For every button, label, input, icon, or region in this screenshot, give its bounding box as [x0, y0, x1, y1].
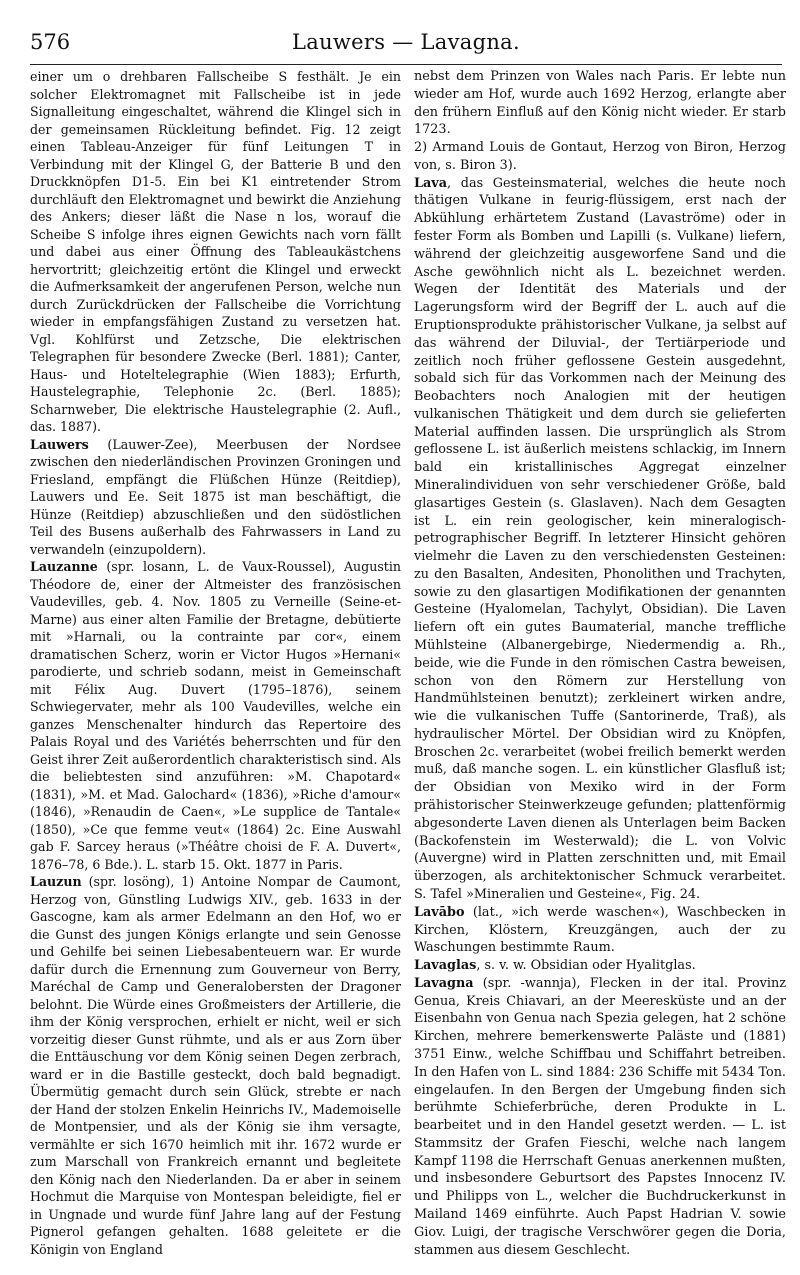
entry-text: einer um o drehbaren Fallscheibe S festhält. Je ein solcher Elektromagnet mit Fallscheibe ist in jede Signalleitung eingeschaltet, während die Klingel sich in der gemeinsamen Rückleitung befindet. Fig. 12 zeigt einen Tableau-Anzeiger für fünf Leitungen T in Verbindung mit der Klingel G, der Batterie B und den Druckknöpfen D1-5. Ein bei K1 eintretender Strom durchläuft den Elektromagnet und bewirkt die Anziehung des Ankers; dieser läßt die Nase n los, worauf die Scheibe S infolge ihres eignen Gewichts nach vorn fällt und dabei aus einer Öffnung des Tableaukästchens hervortritt; gleichzeitig ertönt die Klingel und erweckt die Aufmerksamkeit der angerufenen Person, welche nun durch Zurückdrücken der Fallscheibe die Vorrichtung wieder in empfangsfähigen Zustand zu versetzen hat. Vgl. Kohlfürst und Zetzsche, Die elektrischen Telegraphen für besondere Zwecke (Berl. 1881); Canter, Haus- und Hoteltelegraphie (Wien 1883); Erfurth, Haustelegraphie, Telephonie 2c. (Berl. 1885); Scharnweber, Die elektrische Haustelegraphie (2. Aufl., das. 1887).	[30, 69, 401, 434]
entry-lavabo	[414, 904, 786, 957]
left-column	[30, 68, 401, 1258]
right-column	[414, 68, 786, 1259]
entry-headword: Lauzun	[30, 874, 82, 889]
entry-lavaglas	[414, 957, 786, 975]
entry-headword: Lavaglas	[414, 958, 477, 974]
entry-continuation	[414, 68, 786, 139]
entry-headword: Lavagna	[414, 975, 474, 991]
entry-headword: Lauwers	[30, 436, 89, 452]
entry-lauzun	[30, 873, 401, 1258]
entry-lauzanne	[30, 558, 401, 873]
entry-text: (spr. losöng), 1) Antoine Nompar de Caumont, Herzog von, Günstling Ludwigs XIV., geb. 1633 in der Gascogne, kam als armer Edelmann an den Hof, wo er die Gunst des jungen Königs erlangte und sein Genosse und Gehilfe bei seinen Liebesabenteuern war. Er wurde dafür durch die Ernennung zum Gouverneur von Berry, Maréchal de Camp und Generalobersten der Dragoner belohnt. Die Würde eines Großmeisters der Artillerie, die ihm der König versprochen, erhielt er nicht, weil er sich vorzeitig dieser Gunst rühmte, und als er aus Zorn über die Enttäuschung vor dem König seinen Degen zerbrach, ward er in die Bastille gesteckt, doch bald begnadigt. Übermütig gemacht durch sein Glück, strebte er nach der Hand der stolzen Enkelin Heinrichs IV., Mademoiselle de Montpensier, und als der König sie ihm versagte, vermählte er sich 1670 heimlich mit ihr. 1672 wurde er zum Marschall von Frankreich ernannt und begleitete den König nach den Niederlanden. Da er aber in seinem Hochmut die Marquise von Montespan beleidigte, fiel er in Ungnade und wurde fünf Jahre lang auf der Festung Pignerol gefangen gehalten. 1688 geleitete er die Königin von England	[30, 874, 401, 1257]
entry-lauzun-2	[414, 139, 786, 175]
entry-text: (Lauwer-Zee), Meerbusen der Nordsee zwischen den niederländischen Provinzen Groningen und Friesland, empfängt die Flüßchen Hünze (Reitdiep), Lauwers und Ee. Seit 1875 ist man beschäftigt, die Hünze (Reitdiep) abzuschließen und den südöstlichen Teil des Busens außerhalb des Fahrwassers in Land zu verwandeln (einzupoldern).	[30, 436, 401, 557]
entry-headword: Lavābo	[414, 904, 465, 920]
entry-text: , das Gesteinsmaterial, welches die heute noch thätigen Vulkane in feurig-flüssigem, erst nach der Abkühlung erhärtetem Zustand (Lavaströme) oder in fester Form als Bomben und Lapilli (s. Vulkane) liefern, während der gleichzeitig ausgeworfene Sand und die Asche gewöhnlich nicht als L. bezeichnet werden. Wegen der Identität des Materials und der Lagerungsform wird der Begriff der L. auch auf die Eruptionsprodukte prähistorischer Vulkane, ja selbst auf das während der Diluvial-, der Tertiärperiode und zeitlich noch früher geflossene Gestein ausgedehnt, sobald sich für das Vorkommen nach der Meinung des Beobachters noch Analogien mit der heutigen vulkanischen Thätigkeit und dem durch sie gelieferten Material auffinden lassen. Die ursprünglich als Strom geflossene L. ist äußerlich meistens schlackig, im Innern bald ein kristallinisches Aggregat einzelner Mineralindividuen von sehr verschiedener Größe, bald glasartiges Gestein (s. Glaslaven). Nach dem Gesagten ist L. ein rein geologischer, kein mineralogisch-petrographischer Begriff. In letzterer Hinsicht gehören vielmehr die Laven zu den verschiedensten Gesteinen: zu den Basalten, Andesiten, Phonolithen und Trachyten, sowie zu den glasartigen Modifikationen der genannten Gesteine (Hyalomelan, Tachylyt, Obsidian). Die Laven liefern oft ein gutes Baumaterial, manche treffliche Mühlsteine (Albanergebirge, Niedermendig a. Rh., beide, wie die Funde in den römischen Castra beweisen, schon von den Römern zur Herstellung von Handmühlsteinen benutzt); zerkleinert wirken andre, wie die vulkanischen Tuffe (Santorinerde, Traß), als hydraulischer Mörtel. Der Obsidian wird zu Knöpfen, Broschen 2c. verarbeitet (wobei freilich bemerkt werden muß, daß manche sogen. L. ein künstlicher Glasfluß ist; der Obsidian von Mexiko wird in der Form prähistorischer Steinwerkzeuge gefunden; plattenförmig abgesonderte Laven dienen als Unterlagen beim Backen (Backofenstein im Westerwald); die L. von Volvic (Auvergne) wird in Platten zerschnitten und, mit Email überzogen, als architektonischer Schmuck verarbeitet. S. Tafel »Mineralien und Gesteine«, Fig. 24.	[414, 175, 786, 902]
header-rule	[30, 64, 782, 65]
entry-text: (lat., »ich werde waschen«), Waschbecken in Kirchen, Klöstern, Kreuzgängen, auch der zu Waschungen bestimmte Raum.	[414, 904, 786, 956]
page-number: 576	[30, 30, 71, 54]
entry-text: 2) Armand Louis de Gontaut, Herzog von Biron, Herzog von, s. Biron 3).	[414, 140, 786, 173]
entry-text: (spr. losann, L. de Vaux-Roussel), Augustin Théodore de, einer der Altmeister des französischen Vaudevilles, geb. 4. Nov. 1805 zu Verneille (Seine-et-Marne) aus einer alten Familie der Bretagne, debütierte mit »Harnali, ou la contrainte par cor«, einem dramatischen Scherz, worin er Victor Hugos »Hernani« parodierte, und schrieb sodann, meist in Gemeinschaft mit Félix Aug. Duvert (1795–1876), seinem Schwiegervater, mehr als 100 Vaudevilles, welche ein ganzes Menschenalter hindurch das Repertoire des Palais Royal und des Variétés beherrschten und für den Geist ihrer Zeit außerordentlich charakteristisch sind. Als die beliebtesten sind anzuführen: »M. Chapotard« (1831), »M. et Mad. Galochard« (1836), »Riche d'amour« (1846), »Renaudin de Caen«, »Le supplice de Tantale« (1850), »Ce que femme veut« (1864) 2c. Eine Auswahl gab F. Sarcey heraus (»Théâtre choisi de F. A. Duvert«, 1876–78, 6 Bde.). L. starb 15. Okt. 1877 in Paris.	[30, 559, 401, 872]
entry-lava	[414, 175, 786, 904]
entry-lavagna	[414, 975, 786, 1260]
entry-text: nebst dem Prinzen von Wales nach Paris. Er lebte nun wieder am Hof, wurde auch 1692 Herzog, erlangte aber den frühern Einfluß auf den König nicht wieder. Er starb 1723.	[414, 69, 786, 138]
entry-continuation	[30, 68, 401, 436]
running-title: Lauwers — Lavagna.	[292, 30, 520, 54]
entry-text: , s. v. w. Obsidian oder Hyalitglas.	[476, 958, 696, 974]
entry-text: (spr. -wannja), Flecken in der ital. Provinz Genua, Kreis Chiavari, an der Meeresküste und an der Eisenbahn von Genua nach Spezia gelegen, hat 2 schöne Kirchen, mehrere bemerkenswerte Paläste und (1881) 3751 Einw., welche Schiffbau und Schiffahrt betreiben. In den Hafen von L. sind 1884: 236 Schiffe mit 5434 Ton. eingelaufen. In den Bergen der Umgebung finden sich berühmte Schieferbrüche, deren Produkte in L. bearbeitet und in den Handel gesetzt werden. — L. ist Stammsitz der Grafen Fieschi, welche nach langem Kampf 1198 die Herrschaft Genuas anerkennen mußten, und insbesondere Geburtsort des Papstes Innocenz IV. und Philipps von L., welcher die Buchdruckerkunst in Mailand 1469 einführte. Auch Papst Hadrian V. sowie Giov. Luigi, der tragische Verschwörer gegen die Doria, stammen aus diesem Geschlecht.	[414, 975, 786, 1258]
entry-headword: Lauzanne	[30, 559, 98, 574]
entry-lauwers	[30, 436, 401, 559]
page-header	[30, 30, 782, 60]
entry-headword: Lava	[414, 175, 448, 191]
